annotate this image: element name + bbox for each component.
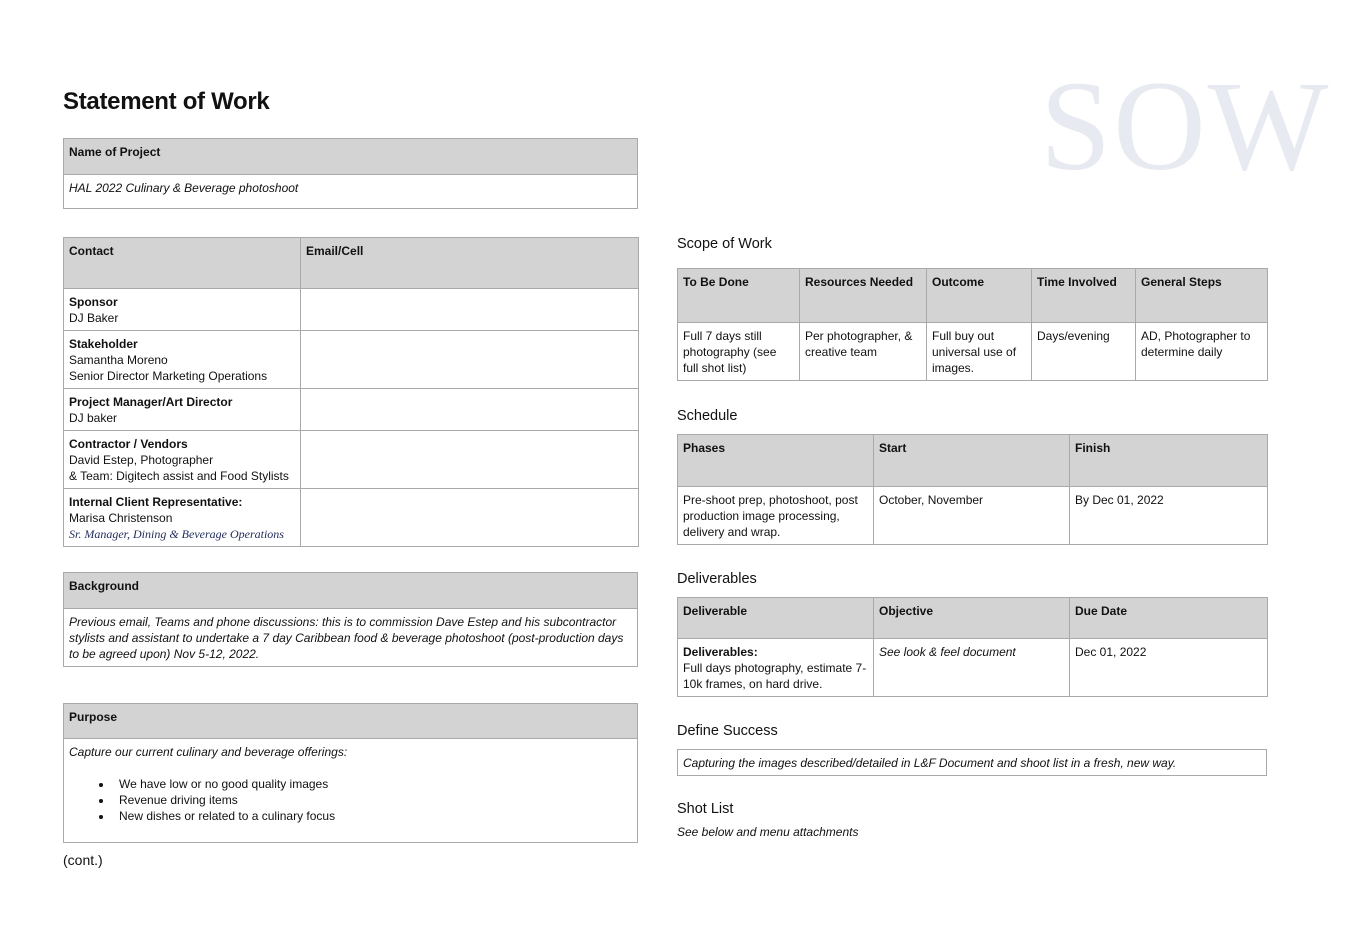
define-success-table (677, 749, 1267, 776)
contact-name: David Estep, Photographer (69, 453, 214, 467)
scope-heading: Scope of Work (677, 236, 772, 252)
deliverables-table (677, 597, 1268, 697)
scope-cell-resources: Per photographer, & creative team (800, 323, 927, 381)
contact-email-cell (301, 331, 639, 389)
scope-table (677, 268, 1268, 381)
table-row (678, 487, 1268, 545)
schedule-col-finish: Finish (1070, 435, 1268, 487)
purpose-intro: Capture our current culinary and beverage offerings: (69, 745, 348, 759)
table-row (678, 323, 1268, 381)
background-text: Previous email, Teams and phone discussions: this is to commission Dave Estep and his subcontractor stylists and assistant to undertake a 7 day Caribbean food & beverage photoshoot (post-production days to be agreed upon) Nov 5-12, 2022. (64, 609, 638, 667)
document-title: Statement of Work (63, 88, 270, 115)
contact-title: Senior Director Marketing Operations (69, 369, 268, 383)
purpose-table (63, 703, 638, 843)
deliverables-col-deliverable: Deliverable (678, 598, 874, 639)
contact-role: Contractor / Vendors (69, 437, 188, 451)
contact-row-sponsor (64, 289, 639, 331)
deliverable-text: Full days photography, estimate 7-10k frames, on hard drive. (683, 661, 867, 691)
background-header: Background (64, 573, 638, 609)
scope-cell-time: Days/evening (1032, 323, 1136, 381)
contact-name: DJ baker (69, 411, 118, 425)
schedule-cell-start: October, November (874, 487, 1070, 545)
scope-cell-outcome: Full buy out universal use of images. (927, 323, 1032, 381)
deliverables-col-due-date: Due Date (1070, 598, 1268, 639)
contact-title: Sr. Manager, Dining & Beverage Operations (69, 527, 284, 541)
continued-label: (cont.) (63, 852, 103, 868)
scope-col-time: Time Involved (1032, 269, 1136, 323)
schedule-cell-finish: By Dec 01, 2022 (1070, 487, 1268, 545)
contact-name: Marisa Christenson (69, 511, 173, 525)
sow-watermark: SOW (1040, 55, 1331, 197)
scope-cell-to-be-done: Full 7 days still photography (see full shot list) (678, 323, 800, 381)
scope-col-outcome: Outcome (927, 269, 1032, 323)
define-success-heading: Define Success (677, 723, 778, 739)
email-cell-column-header: Email/Cell (301, 238, 639, 289)
contact-email-cell (301, 289, 639, 331)
deliverable-objective: See look & feel document (874, 639, 1070, 697)
deliverables-heading: Deliverables (677, 571, 757, 587)
contact-role: Internal Client Representative: (69, 495, 243, 509)
contact-row-contractor (64, 431, 639, 489)
schedule-table (677, 434, 1268, 545)
scope-col-resources: Resources Needed (800, 269, 927, 323)
contact-role: Sponsor (69, 295, 118, 309)
shot-list-note: See below and menu attachments (677, 825, 859, 839)
contacts-table (63, 237, 639, 547)
background-table (63, 572, 638, 667)
contact-name: Samantha Moreno (69, 353, 168, 367)
contact-role: Stakeholder (69, 337, 138, 351)
contact-email-cell (301, 489, 639, 547)
define-success-text: Capturing the images described/detailed in L&F Document and shoot list in a fresh, new way. (678, 750, 1267, 776)
scope-col-to-be-done: To Be Done (678, 269, 800, 323)
project-name-value: HAL 2022 Culinary & Beverage photoshoot (64, 175, 638, 209)
contact-column-header: Contact (64, 238, 301, 289)
shot-list-heading: Shot List (677, 801, 734, 817)
table-row (678, 639, 1268, 697)
deliverable-label: Deliverables: (683, 645, 758, 659)
scope-cell-steps: AD, Photographer to determine daily (1136, 323, 1268, 381)
contact-role: Project Manager/Art Director (69, 395, 233, 409)
contact-email-cell (301, 389, 639, 431)
list-item: • We have low or no good quality images (113, 776, 632, 792)
list-item: • New dishes or related to a culinary focus (113, 808, 632, 824)
project-name-header: Name of Project (64, 139, 638, 175)
schedule-col-phases: Phases (678, 435, 874, 487)
contact-name: DJ Baker (69, 311, 119, 325)
contact-row-stakeholder (64, 331, 639, 389)
contact-row-project-manager (64, 389, 639, 431)
project-name-table (63, 138, 638, 209)
contact-row-internal-client (64, 489, 639, 547)
deliverable-due-date: Dec 01, 2022 (1070, 639, 1268, 697)
list-item: • Revenue driving items (113, 792, 632, 808)
deliverables-col-objective: Objective (874, 598, 1070, 639)
schedule-cell-phases: Pre-shoot prep, photoshoot, post production image processing, delivery and wrap. (678, 487, 874, 545)
contact-email-cell (301, 431, 639, 489)
schedule-heading: Schedule (677, 408, 738, 424)
contact-team: & Team: Digitech assist and Food Stylists (69, 469, 289, 483)
schedule-col-start: Start (874, 435, 1070, 487)
purpose-header: Purpose (64, 704, 638, 739)
scope-col-steps: General Steps (1136, 269, 1268, 323)
purpose-bullet-list (69, 776, 632, 824)
